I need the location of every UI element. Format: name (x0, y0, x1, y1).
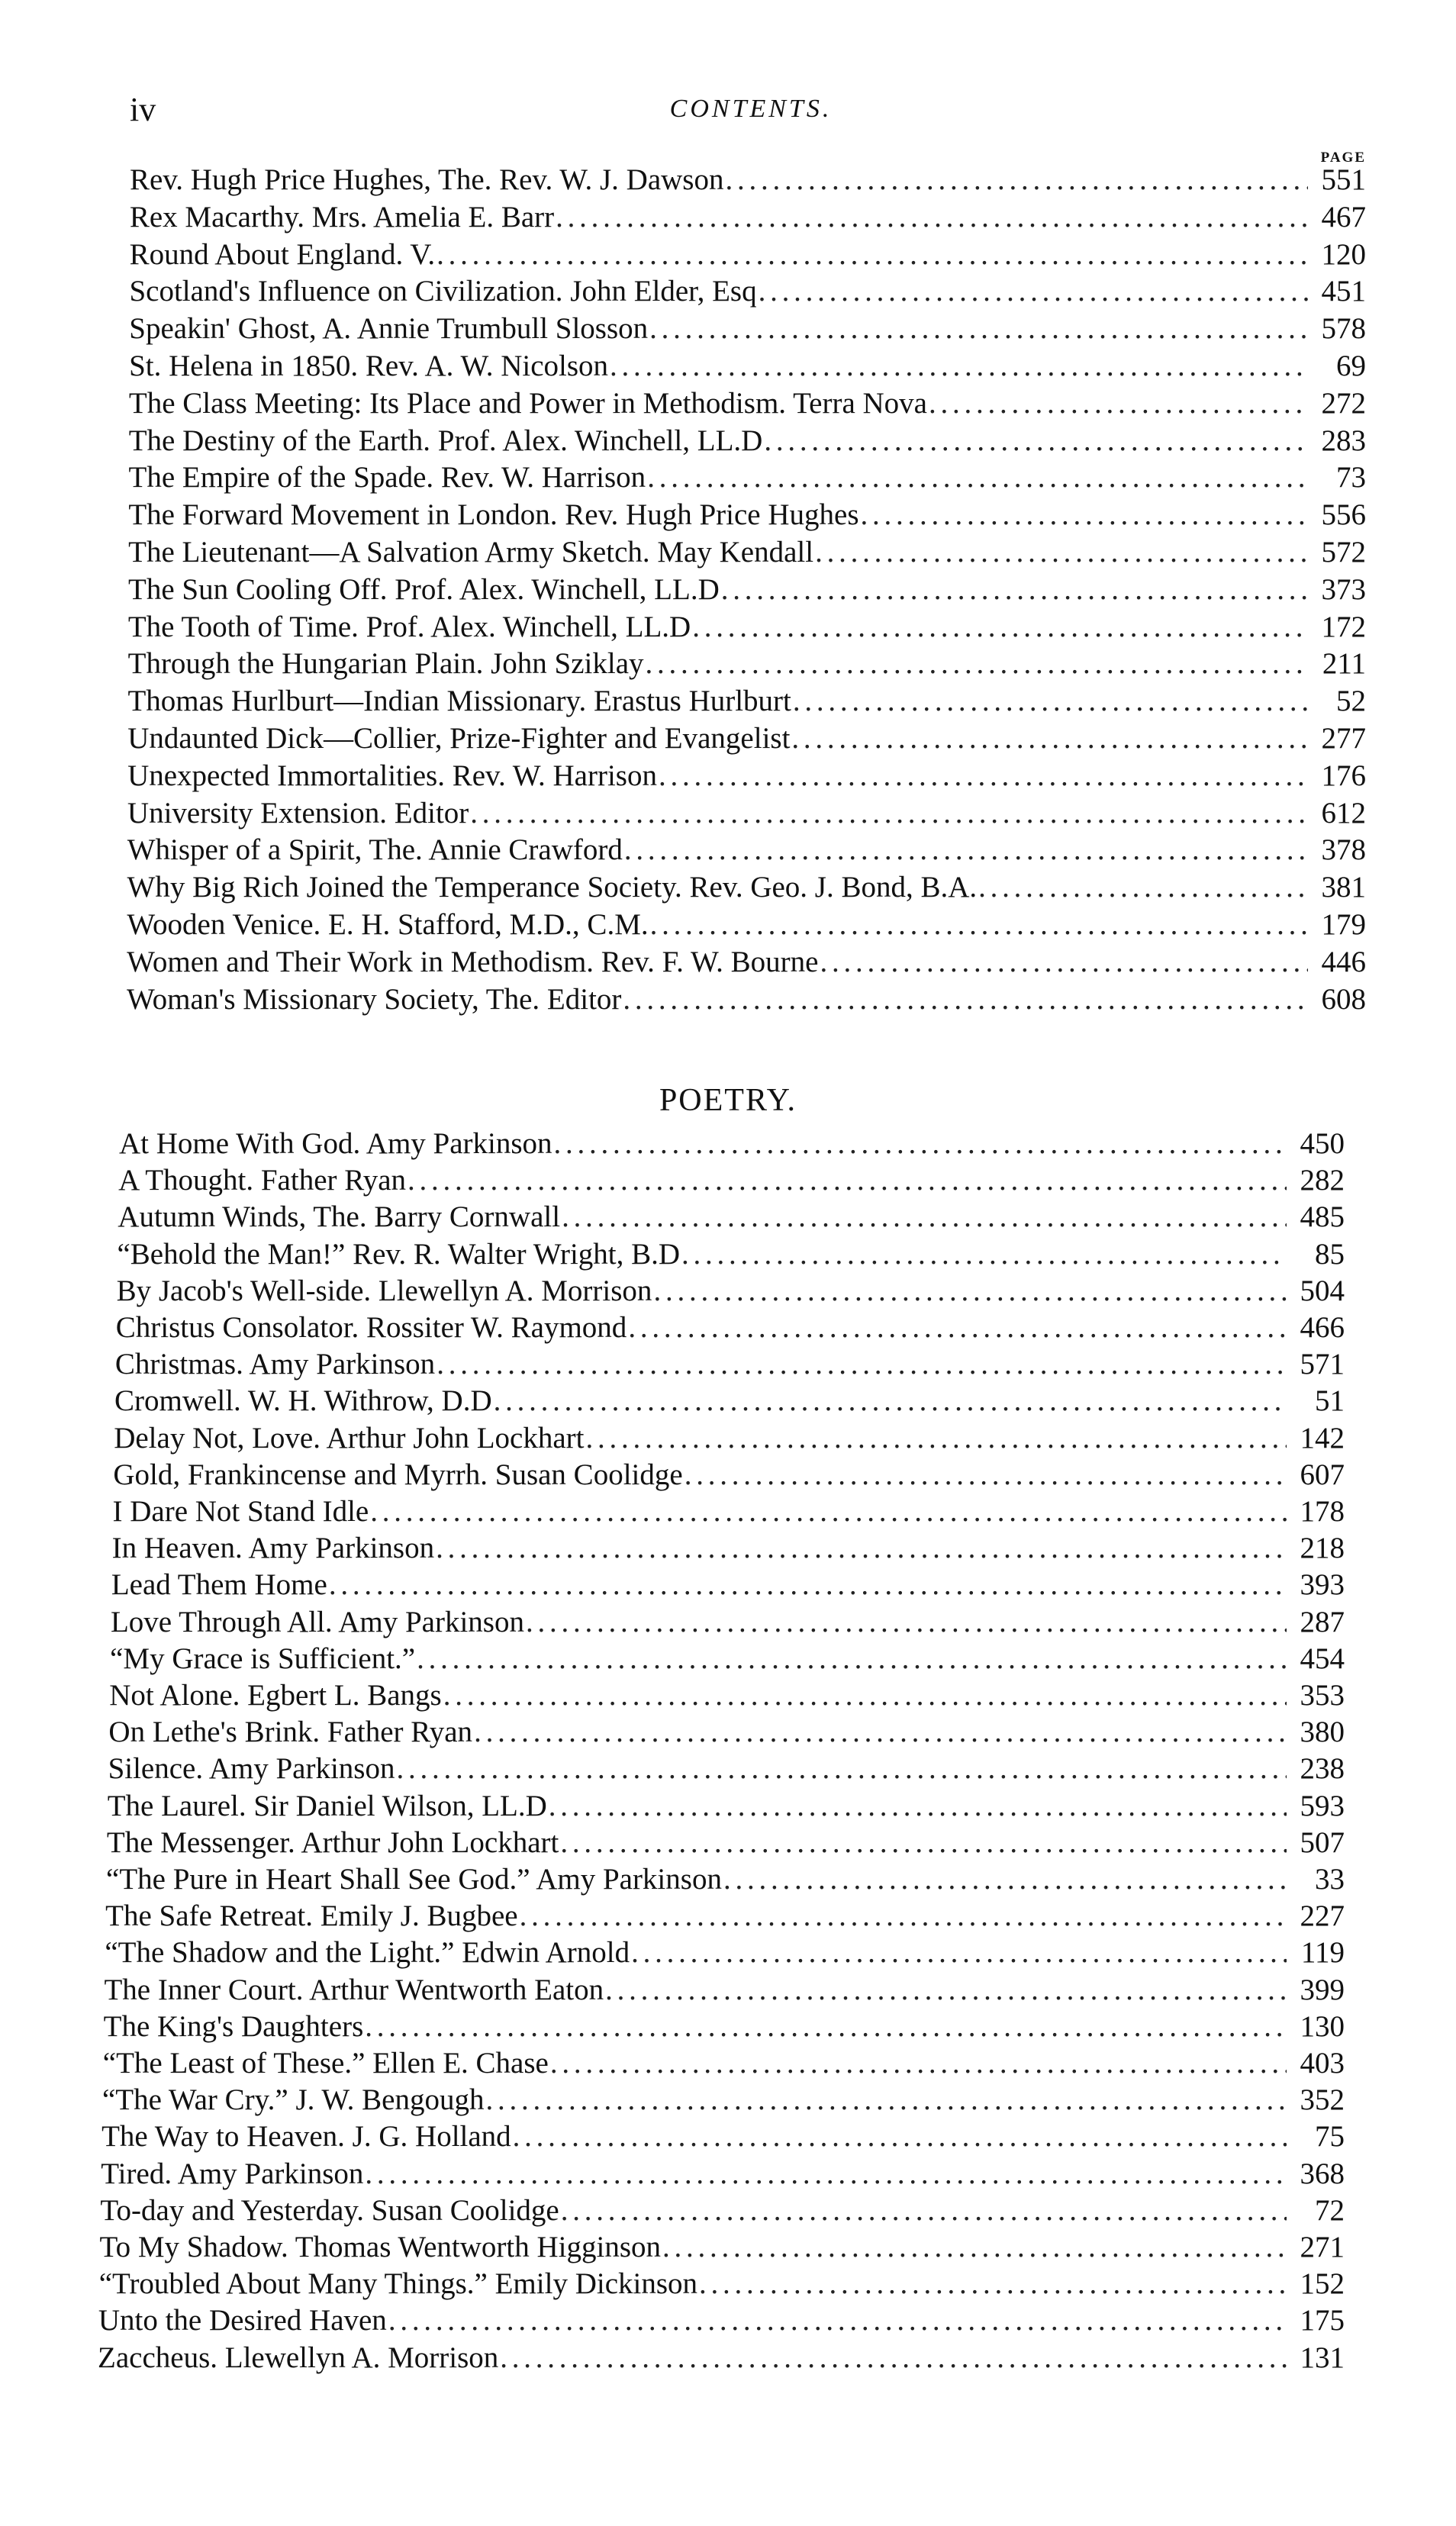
toc-entry (129, 423, 1366, 459)
dot-leader (649, 311, 1308, 347)
dot-leader (723, 1861, 1287, 1898)
toc-entry (108, 1751, 1345, 1787)
entry-title: Not Alone. Egbert L. Bangs (109, 1679, 442, 1712)
dot-leader (929, 385, 1308, 422)
toc-entry (129, 385, 1366, 422)
dot-leader (554, 1126, 1287, 1162)
toc-entry (129, 273, 1366, 310)
entry-title: Unexpected Immortalities. Rev. W. Harrison (127, 759, 657, 792)
entry-page-number: 450 (1300, 1127, 1345, 1160)
entry-page-number: 380 (1300, 1716, 1345, 1749)
entry-title: “Troubled About Many Things.” Emily Dickinson (98, 2267, 698, 2301)
dot-leader (764, 423, 1308, 459)
entry-title: Why Big Rich Joined the Temperance Society. Rev. Geo. J. Bond, B.A. (127, 871, 978, 904)
entry-title: “The Pure in Heart Shall See God.” Amy Parkinson (106, 1863, 722, 1896)
entry-title: I Dare Not Stand Idle (112, 1495, 369, 1528)
entry-page-number: 507 (1300, 1825, 1345, 1859)
dot-leader (628, 1310, 1287, 1346)
dot-leader (685, 1457, 1287, 1493)
dot-leader (500, 2340, 1287, 2376)
dot-leader (370, 1493, 1287, 1530)
toc-entry (128, 534, 1366, 571)
toc-entry (109, 1677, 1345, 1714)
toc-entry (107, 1825, 1345, 1861)
entry-title: Tired. Amy Parkinson (101, 2157, 364, 2190)
dot-leader (692, 609, 1308, 646)
dot-leader (605, 1972, 1287, 2009)
entry-title: Undaunted Dick—Collier, Prize-Fighter and Evangelist (127, 722, 791, 755)
entry-page-number: 353 (1300, 1679, 1345, 1712)
entry-page-number: 571 (1300, 1348, 1345, 1381)
entry-page-number: 52 (1335, 685, 1366, 718)
dot-leader (388, 2302, 1287, 2339)
toc-entry (118, 1199, 1345, 1236)
dot-leader (365, 2156, 1287, 2193)
toc-entry (113, 1457, 1345, 1493)
toc-entry (102, 2082, 1345, 2118)
entry-page-number: 178 (1300, 1495, 1345, 1528)
dot-leader (494, 1383, 1287, 1419)
toc-entry (101, 2118, 1345, 2155)
dot-leader (520, 1898, 1287, 1935)
dot-leader (526, 1604, 1287, 1641)
entry-title: The Laurel. Sir Daniel Wilson, LL.D (107, 1789, 547, 1822)
entry-title: Through the Hungarian Plain. John Sziklay (127, 647, 644, 681)
toc-entry (127, 795, 1366, 832)
entry-page-number: 608 (1321, 982, 1366, 1016)
entry-page-number: 271 (1300, 2231, 1345, 2263)
dot-leader (647, 459, 1308, 496)
toc-entry (127, 869, 1366, 906)
entry-page-number: 485 (1300, 1200, 1345, 1234)
entry-title: Love Through All. Amy Parkinson (110, 1605, 524, 1638)
toc-entry (119, 1126, 1345, 1162)
entry-title: The Way to Heaven. J. G. Holland (101, 2120, 511, 2154)
entry-page-number: 593 (1300, 1789, 1345, 1822)
entry-title: The Class Meeting: Its Place and Power in Methodism. Terra Nova (128, 386, 927, 420)
entry-title: “The Shadow and the Light.” Edwin Arnold (105, 1936, 630, 1970)
entry-title: “The War Cry.” J. W. Bengough (101, 2083, 485, 2117)
entry-page-number: 75 (1314, 2120, 1345, 2154)
toc-entry (106, 1861, 1345, 1898)
entry-title: Speakin' Ghost, A. Annie Trumbull Slosson (129, 312, 649, 346)
entry-title: “Behold the Man!” Rev. R. Walter Wright, B.D (117, 1237, 681, 1271)
entry-page-number: 612 (1321, 796, 1366, 830)
dot-leader (721, 572, 1308, 608)
dot-leader (474, 1714, 1287, 1751)
entry-title: St. Helena in 1850. Rev. A. W. Nicolson (129, 350, 609, 382)
entry-page-number: 399 (1300, 1973, 1345, 2006)
dot-leader (365, 2009, 1287, 2045)
toc-entry (127, 944, 1366, 981)
toc-entry (114, 1420, 1345, 1457)
dot-leader (759, 273, 1308, 310)
dot-leader (396, 1751, 1287, 1787)
entry-title: To My Shadow. Thomas Wentworth Higginson (99, 2231, 662, 2263)
entry-page-number: 131 (1300, 2341, 1345, 2374)
entry-page-number: 277 (1321, 722, 1366, 755)
entry-title: The Destiny of the Earth. Prof. Alex. Winchell, LL.D (128, 424, 763, 457)
entry-title: Rev. Hugh Price Hughes, The. Rev. W. J. Dawson (130, 163, 724, 196)
dot-leader (653, 1273, 1287, 1310)
entry-page-number: 238 (1300, 1752, 1345, 1786)
toc-entry (118, 1162, 1345, 1199)
dot-leader (485, 2082, 1287, 2118)
dot-leader (562, 1199, 1287, 1236)
entry-page-number: 142 (1300, 1421, 1345, 1455)
entry-title: The Safe Retreat. Emily J. Bugbee (105, 1899, 518, 1933)
toc-entry (128, 497, 1366, 533)
entry-title: Women and Their Work in Methodism. Rev. F. W. Bourne (127, 945, 819, 978)
toc-entry (108, 1714, 1345, 1751)
entry-title: The Empire of the Spade. Rev. W. Harrison (128, 461, 646, 495)
entry-title: Christmas. Amy Parkinson (114, 1348, 436, 1381)
entry-title: “My Grace is Sufficient.” (110, 1642, 416, 1675)
entry-page-number: 218 (1300, 1532, 1345, 1565)
entry-page-number: 69 (1335, 350, 1366, 382)
entry-page-number: 551 (1321, 163, 1366, 196)
toc-entry (129, 311, 1366, 347)
dot-leader (699, 2266, 1287, 2302)
entry-page-number: 466 (1300, 1311, 1345, 1344)
entry-title: The Messenger. Arthur John Lockhart (106, 1825, 559, 1859)
entry-title: Silence. Amy Parkinson (108, 1752, 395, 1786)
entry-title: To-day and Yesterday. Susan Coolidge (100, 2193, 559, 2227)
dot-leader (681, 1236, 1287, 1273)
toc-entry (98, 2340, 1345, 2376)
entry-page-number: 152 (1300, 2267, 1345, 2301)
toc-entry (105, 1898, 1345, 1935)
entry-page-number: 175 (1300, 2304, 1345, 2338)
toc-entry (111, 1567, 1345, 1603)
entry-page-number: 393 (1300, 1568, 1345, 1602)
toc-entry (115, 1346, 1345, 1383)
entry-title: Lead Them Home (111, 1568, 327, 1602)
entry-page-number: 467 (1321, 200, 1366, 234)
entry-title: The Inner Court. Arthur Wentworth Eaton (104, 1973, 604, 2006)
entry-title: Unto the Desired Haven (98, 2304, 387, 2338)
dot-leader (623, 981, 1308, 1018)
toc-entry (127, 683, 1366, 720)
dot-leader (662, 2229, 1287, 2266)
toc-entry (108, 1788, 1345, 1825)
entry-page-number: 368 (1300, 2157, 1345, 2190)
entry-title: Round About England. V. (129, 237, 436, 271)
dot-leader (820, 944, 1308, 981)
dot-leader (560, 1825, 1287, 1861)
entry-page-number: 454 (1300, 1642, 1345, 1675)
page-number: iv (130, 91, 156, 128)
entry-title: Rex Macarthy. Mrs. Amelia E. Barr (129, 200, 555, 234)
poetry-heading: POETRY. (659, 1083, 797, 1118)
dot-leader (815, 534, 1308, 571)
dot-leader (443, 1677, 1287, 1714)
toc-entry (116, 1310, 1345, 1346)
toc-entry (117, 1236, 1345, 1273)
toc-entry (127, 832, 1366, 868)
dot-leader (436, 1346, 1287, 1383)
toc-entry (98, 2302, 1345, 2339)
entry-page-number: 352 (1300, 2083, 1345, 2117)
entry-page-number: 556 (1321, 498, 1366, 532)
dot-leader (407, 1162, 1287, 1199)
entry-title: Autumn Winds, The. Barry Cornwall (118, 1200, 561, 1234)
entry-page-number: 85 (1314, 1237, 1345, 1271)
entry-page-number: 287 (1300, 1605, 1345, 1638)
toc-entry (128, 572, 1366, 608)
toc-entry (127, 907, 1366, 943)
entry-title: The Sun Cooling Off. Prof. Alex. Winchell, LL.D (128, 572, 720, 606)
dot-leader (550, 2045, 1287, 2082)
entry-title: Christus Consolator. Rossiter W. Raymond (115, 1311, 627, 1344)
entry-page-number: 403 (1300, 2047, 1345, 2080)
dot-leader (549, 1788, 1287, 1825)
toc-entry (130, 237, 1366, 273)
dot-leader (624, 832, 1308, 868)
entry-page-number: 120 (1321, 237, 1366, 271)
toc-entry (128, 609, 1366, 646)
dot-leader (650, 907, 1308, 943)
dot-leader (329, 1567, 1287, 1603)
toc-entry (113, 1493, 1345, 1530)
toc-entry (100, 2229, 1345, 2266)
entry-title: The Forward Movement in London. Rev. Hugh Price Hughes (128, 498, 859, 532)
entry-title: Whisper of a Spirit, The. Annie Crawford (127, 833, 623, 867)
dot-leader (585, 1420, 1287, 1457)
entry-title: A Thought. Father Ryan (118, 1164, 407, 1197)
entry-title: The King's Daughters (103, 2009, 364, 2043)
entry-title: Thomas Hurlburt—Indian Missionary. Erastus Hurlburt (127, 685, 791, 718)
dot-leader (631, 1935, 1287, 1971)
dot-leader (659, 758, 1308, 794)
dot-leader (610, 348, 1308, 385)
dot-leader (436, 1530, 1287, 1567)
entry-page-number: 119 (1300, 1936, 1345, 1970)
entry-title: “The Least of These.” Ellen E. Chase (102, 2047, 549, 2080)
entry-page-number: 73 (1335, 461, 1366, 495)
toc-entry (130, 199, 1366, 236)
dot-leader (978, 869, 1308, 906)
page-column-label: PAGE (1320, 150, 1366, 166)
entry-title: By Jacob's Well-side. Llewellyn A. Morrison (116, 1274, 652, 1307)
entry-page-number: 504 (1300, 1274, 1345, 1307)
toc-entry (117, 1273, 1345, 1310)
dot-leader (793, 683, 1308, 720)
dot-leader (725, 162, 1308, 198)
entry-title: At Home With God. Amy Parkinson (119, 1127, 552, 1160)
entry-page-number: 211 (1322, 647, 1366, 681)
entry-page-number: 446 (1321, 945, 1366, 978)
entry-page-number: 172 (1321, 610, 1366, 643)
toc-entry (100, 2193, 1345, 2229)
entry-page-number: 272 (1321, 386, 1366, 420)
toc-entry (127, 981, 1366, 1018)
entry-title: On Lethe's Brink. Father Ryan (108, 1716, 473, 1749)
dot-leader (791, 720, 1308, 757)
entry-title: University Extension. Editor (127, 796, 469, 830)
toc-entry (99, 2266, 1345, 2302)
toc-entry (104, 1972, 1345, 2009)
toc-entry (127, 758, 1366, 794)
entry-page-number: 578 (1321, 312, 1366, 346)
page-title: CONTENTS. (669, 95, 833, 123)
toc-entry (129, 459, 1366, 496)
entry-page-number: 283 (1321, 424, 1366, 457)
toc-entry (105, 1935, 1345, 1971)
dot-leader (861, 497, 1308, 533)
toc-entry (110, 1641, 1345, 1677)
entry-page-number: 607 (1300, 1458, 1345, 1491)
toc-entry (128, 646, 1366, 682)
entry-page-number: 72 (1314, 2193, 1345, 2227)
dot-leader (646, 646, 1308, 682)
entry-page-number: 227 (1300, 1899, 1345, 1933)
dot-leader (513, 2118, 1287, 2155)
running-head (130, 90, 1372, 136)
entry-page-number: 282 (1300, 1164, 1345, 1197)
dot-leader (470, 795, 1308, 832)
toc-entry (114, 1383, 1345, 1419)
entry-title: In Heaven. Amy Parkinson (111, 1532, 435, 1565)
entry-page-number: 130 (1300, 2009, 1345, 2043)
entry-title: Gold, Frankincense and Myrrh. Susan Coolidge (113, 1458, 683, 1491)
toc-entry (103, 2045, 1345, 2082)
toc-entry (129, 348, 1366, 385)
entry-title: The Tooth of Time. Prof. Alex. Winchell, LL.D (127, 610, 691, 643)
dot-leader (417, 1641, 1287, 1677)
dot-leader (556, 199, 1308, 236)
entry-page-number: 373 (1321, 572, 1366, 606)
entry-page-number: 176 (1321, 759, 1366, 792)
entry-page-number: 179 (1321, 908, 1366, 941)
entry-page-number: 51 (1314, 1384, 1345, 1418)
entry-page-number: 451 (1321, 275, 1366, 308)
entry-title: Scotland's Influence on Civilization. John Elder, Esq (129, 275, 757, 308)
toc-entry (130, 162, 1366, 198)
entry-title: Delay Not, Love. Arthur John Lockhart (114, 1421, 585, 1455)
entry-title: The Lieutenant—A Salvation Army Sketch. May Kendall (128, 536, 814, 569)
toc-entry (112, 1530, 1345, 1567)
toc-entry (111, 1604, 1345, 1641)
entry-title: Zaccheus. Llewellyn A. Morrison (98, 2341, 499, 2374)
entry-page-number: 33 (1314, 1863, 1345, 1896)
toc-entry (127, 720, 1366, 757)
toc-entry (101, 2156, 1345, 2193)
entry-page-number: 572 (1321, 536, 1366, 569)
entry-page-number: 381 (1321, 871, 1366, 904)
toc-entry (104, 2009, 1345, 2045)
entry-title: Cromwell. W. H. Withrow, D.D (114, 1384, 492, 1418)
dot-leader (561, 2193, 1287, 2229)
entry-title: Woman's Missionary Society, The. Editor (127, 982, 622, 1016)
dot-leader (436, 237, 1308, 273)
entry-title: Wooden Venice. E. H. Stafford, M.D., C.M. (127, 908, 649, 941)
entry-page-number: 378 (1321, 833, 1366, 867)
